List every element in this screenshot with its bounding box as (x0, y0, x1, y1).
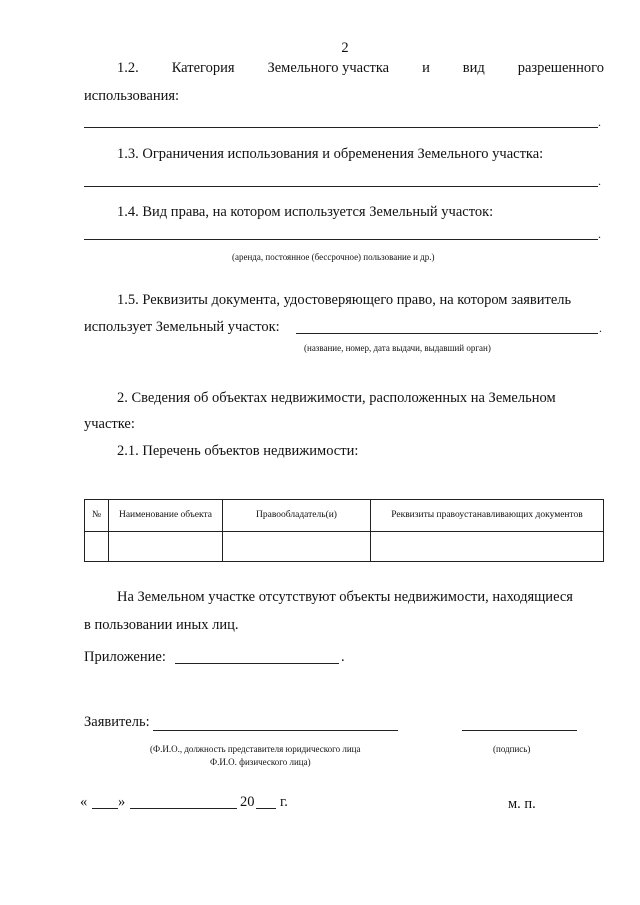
table-cell[interactable] (85, 532, 109, 562)
absent-objects-line2: в пользовании иных лиц. (84, 617, 239, 633)
section-1-2-line1 (117, 60, 604, 77)
stamp-place-label: м. п. (508, 796, 536, 812)
section-2-line1: 2. Сведения об объектах недвижимости, расположенных на Земельном (117, 390, 556, 406)
section-1-5-fill-line[interactable] (296, 333, 598, 334)
date-close-quote: » (118, 794, 126, 810)
table-row (85, 532, 604, 562)
section-1-3-fill-line[interactable] (84, 186, 598, 187)
table-header-row (85, 500, 604, 532)
date-year-prefix: 20 (240, 794, 255, 810)
section-1-5-hint: (название, номер, дата выдачи, выдавший орган) (304, 343, 491, 353)
header-rightholders: Правообладатель(и) (223, 500, 371, 532)
section-1-5-line2: использует Земельный участок: (84, 319, 280, 335)
section-1-2-word-2: Земельного участка (267, 60, 390, 76)
section-1-2-number: 1.2. (117, 60, 139, 76)
section-1-2-word-1: Категория (171, 60, 235, 76)
section-1-5-end-dot: . (599, 321, 602, 335)
section-1-4-fill-line[interactable] (84, 239, 598, 240)
header-number: № (85, 500, 109, 532)
section-1-3-text: 1.3. Ограничения использования и обременения Земельного участка: (117, 146, 544, 162)
table-cell[interactable] (109, 532, 223, 562)
applicant-label: Заявитель: (84, 714, 150, 730)
section-1-2-end-dot: . (598, 115, 601, 129)
applicant-name-line[interactable] (153, 730, 398, 731)
absent-objects-line1: На Земельном участке отсутствуют объекты недвижимости, находящиеся (117, 589, 573, 605)
section-1-2-fill-line[interactable] (84, 127, 598, 128)
section-1-4-text: 1.4. Вид права, на котором используется Земельный участок: (117, 204, 494, 220)
date-month-line[interactable] (130, 808, 237, 809)
section-2-1-text: 2.1. Перечень объектов недвижимости: (117, 443, 359, 459)
applicant-hint-line1: (Ф.И.О., должность представителя юридического лица (150, 744, 361, 754)
date-year-line[interactable] (256, 808, 276, 809)
date-day-line[interactable] (92, 808, 118, 809)
applicant-hint-line2: Ф.И.О. физического лица) (210, 757, 311, 767)
section-1-5-line1: 1.5. Реквизиты документа, удостоверяющего право, на котором заявитель (117, 292, 572, 308)
section-2-line2: участке: (84, 416, 135, 432)
section-1-2-word-3: и (422, 60, 430, 76)
section-1-2-word-5: разрешенного (517, 60, 604, 76)
header-object-name: Наименование объекта (109, 500, 223, 532)
attachment-fill-line[interactable] (175, 663, 339, 664)
real-estate-objects-table (84, 499, 604, 562)
table-cell[interactable] (371, 532, 604, 562)
signature-line[interactable] (462, 730, 577, 731)
table-cell[interactable] (223, 532, 371, 562)
section-1-2-line2: использования: (84, 88, 180, 104)
signature-hint: (подпись) (493, 744, 531, 754)
date-open-quote: « (80, 794, 88, 810)
attachment-end-dot: . (341, 649, 345, 665)
section-1-2-word-4: вид (462, 60, 485, 76)
page-number: 2 (341, 40, 349, 56)
section-1-4-hint: (аренда, постоянное (бессрочное) пользование и др.) (232, 252, 435, 262)
header-title-documents: Реквизиты правоустанавливающих документов (371, 500, 604, 532)
section-1-3-end-dot: . (598, 174, 601, 188)
section-1-4-end-dot: . (598, 227, 601, 241)
attachment-label: Приложение: (84, 649, 166, 665)
date-year-suffix: г. (280, 794, 288, 810)
